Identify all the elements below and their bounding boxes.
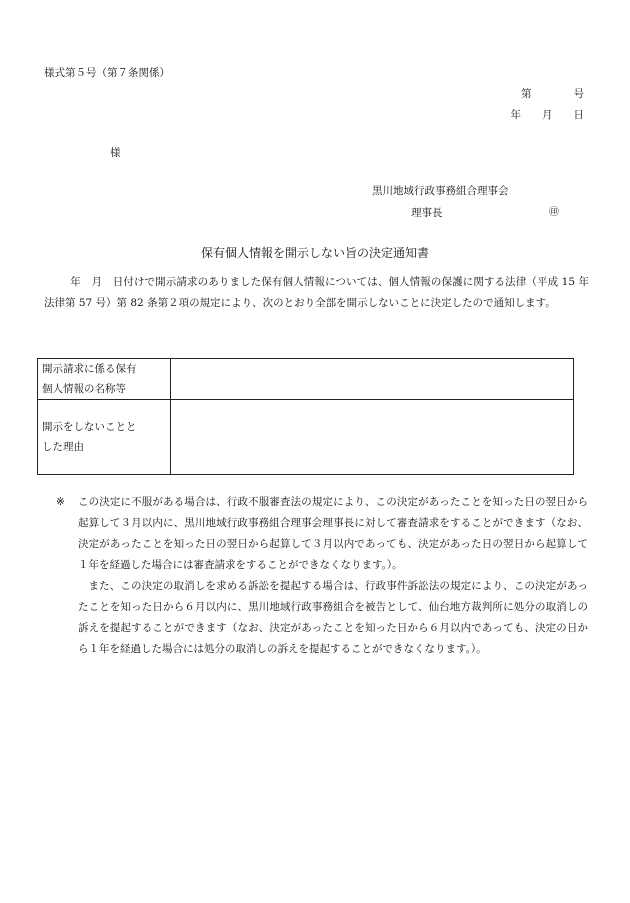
notes-section [56, 492, 588, 660]
issuer-organization: 黒川地域行政事務組合理事会 [372, 185, 509, 197]
date-line: 年 月 日 [510, 109, 584, 121]
note-mark: ※ [56, 496, 65, 508]
info-table [37, 358, 574, 475]
table-row [38, 359, 574, 400]
seal-mark: ㊞ [549, 207, 559, 218]
document-number-line: 第 号 [521, 88, 584, 100]
note-paragraph-lawsuit: また、この決定の取消しを求める訴訟を提起する場合は、行政事件訴訟法の規定により、この決定があったことを知った日から６月以内に、黒川地域行政事務組合を被告として、仙台地方裁判所に処分の取消しの訴えを提起することができます（なお、決定があったことを知った日から６月以内であっても、決定の日から１年を経過した場合には処分の取消しの訴えを提起することができなくなります。）。 [78, 580, 588, 655]
label-line: 開示請求に係る保有 [42, 363, 137, 375]
table-value-requested-info [171, 359, 574, 400]
issuer-title: 理事長 [411, 207, 443, 219]
table-label-reason [38, 400, 171, 475]
note-paragraph-appeal: この決定に不服がある場合は、行政不服審査法の規定により、この決定があったことを知った日の翌日から起算して３月以内に、黒川地域行政事務組合理事会理事長に対して審査請求をすることができます（なお、決定があったことを知った日の翌日から起算して３月以内であっても、決定があった日の翌日から起算して１年を経過した場合には審査請求をすることができなくなります。）。 [78, 496, 588, 571]
label-line: 開示をしないことと [42, 421, 137, 433]
label-line: 個人情報の名称等 [42, 383, 126, 395]
table-row [38, 400, 574, 475]
label-line: した理由 [42, 441, 84, 453]
document-title: 保有個人情報を開示しない旨の決定通知書 [200, 246, 429, 260]
table-value-reason [171, 400, 574, 475]
body-paragraph: 年 月 日付けで開示請求のありました保有個人情報については、個人情報の保護に関する法律（平成 15 年法律第 57 号）第 82 条第２項の規定により、次のとおり全部を開示しないことに決定したので通知します。 [44, 276, 589, 309]
table-label-requested-info [38, 359, 171, 400]
addressee-honorific: 様 [110, 147, 121, 159]
form-number: 様式第５号（第７条関係） [44, 67, 170, 79]
